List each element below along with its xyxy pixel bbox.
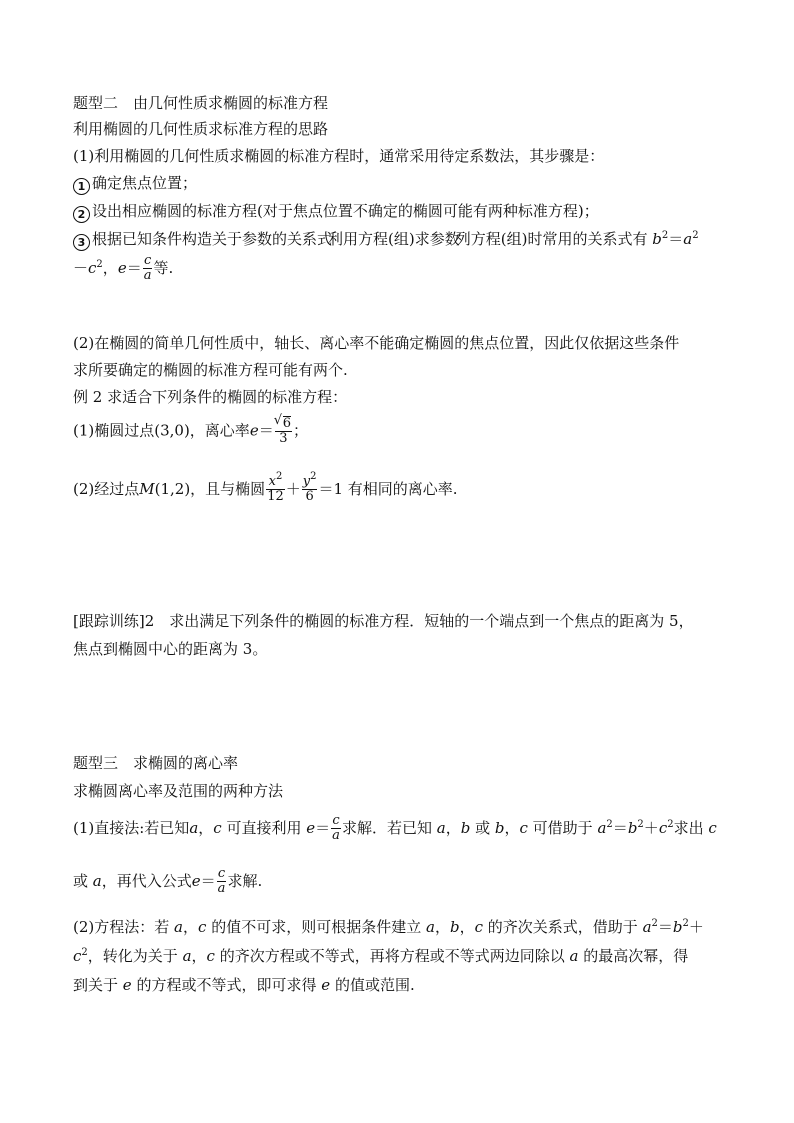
fraction-c-over-a: $\frac{c}{a}$	[143, 253, 152, 284]
example-2-part1: (1)椭圆过点(3,0)，离心率e＝ √ $\frac{6}{3}$ ；	[73, 416, 308, 447]
section2-p2b: 求所要确定的椭圆的标准方程可能有两个.	[73, 361, 348, 379]
direct-method-line2: 或 a，再代入公式e＝ $\frac{c}{a}$ 求解.	[73, 866, 263, 897]
circled-2-icon: 2	[73, 206, 90, 223]
section3-title: 题型三 求椭圆的离心率	[73, 754, 239, 772]
fraction-x2-over-12: $\frac{x^2}{12}$	[267, 471, 284, 505]
fraction-y2-over-6: $\frac{y^2}{6}$	[302, 471, 317, 505]
practice-line1: [跟踪训练]2 求出满足下列条件的椭圆的标准方程．短轴的一个端点到一个焦点的距离为 5，	[73, 612, 694, 630]
circled-1-icon: 1	[73, 178, 90, 195]
practice-line2: 焦点到椭圆中心的距离为 3。	[73, 640, 268, 658]
step-3: 3 根据已知条件构造关于参数的关系式利用方程(组)求参数列方程(组)时常用的关系式有 $b^2=a^2$	[73, 228, 699, 251]
circled-3-icon: 3	[73, 234, 90, 251]
section2-title: 题型二 由几何性质求椭圆的标准方程	[73, 94, 329, 112]
equation-method-line3: 到关于 e 的方程或不等式，即可求得 e 的值或范围.	[73, 976, 415, 994]
section3-subtitle: 求椭圆离心率及范围的两种方法	[73, 782, 284, 800]
fraction-c-over-a-3: $\frac{c}{a}$	[217, 866, 226, 897]
example-2-title: 例 2 求适合下列条件的椭圆的标准方程：	[73, 388, 348, 406]
step-2: 2 设出相应椭圆的标准方程(对于焦点位置不确定的椭圆可能有两种标准方程)；	[73, 200, 599, 223]
section2-p1: (1)利用椭圆的几何性质求椭圆的标准方程时，通常采用待定系数法，其步骤是：	[73, 147, 605, 165]
step-3-formula: $-c^2$，e＝ $\frac{c}{a}$ 等.	[73, 253, 174, 284]
fraction-sqrt6-over-3: √ $\frac{6}{3}$	[275, 416, 292, 447]
equation-method-line2: $c^2$，转化为关于 a，c 的齐次方程或不等式，再将方程或不等式两边同除以 a 的最高次幂，得	[73, 947, 689, 965]
step-1: 1 确定焦点位置；	[73, 172, 197, 195]
direct-method-line1: (1)直接法:若已知a，c 可直接利用 e＝ $\frac{c}{a}$ 求解．若已知 a，b 或 b，c 可借助于 $a^2=b^2+c^2$求出 c	[73, 813, 717, 844]
section2-subtitle: 利用椭圆的几何性质求标准方程的思路	[73, 120, 329, 138]
fraction-c-over-a-2: $\frac{c}{a}$	[332, 813, 340, 844]
equation-method-line1: (2)方程法：若 a，c 的值不可求，则可根据条件建立 a，b，c 的齐次关系式，借助于 $a^2=b^2+$	[73, 918, 704, 936]
section2-p2a: (2)在椭圆的简单几何性质中，轴长、离心率不能确定椭圆的焦点位置，因此仅依据这些条件	[73, 334, 680, 352]
example-2-part2: (2)经过点M(1,2)，且与椭圆 $\frac{x^2}{12}$ ＋ $\frac{y^2}{6}$ ＝1 有相同的离心率.	[73, 471, 458, 505]
